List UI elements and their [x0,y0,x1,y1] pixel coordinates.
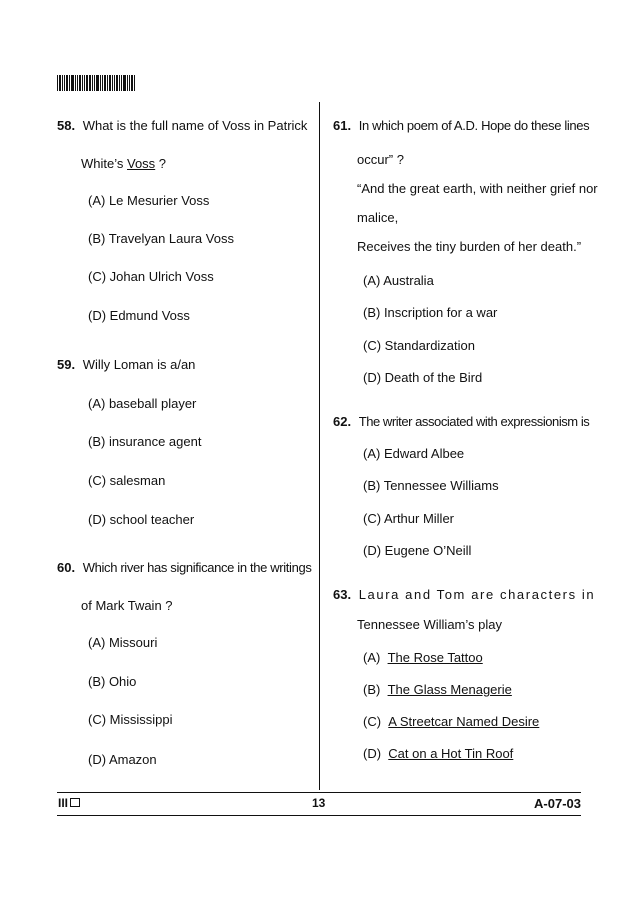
question-number: 59. [57,357,76,372]
option-a[interactable]: (A) Le Mesurier Voss [88,193,210,208]
quote-line: malice, [357,210,399,225]
text-span: White’s [81,156,127,171]
option-d[interactable]: (D) Edmund Voss [88,308,190,323]
question-text: Willy Loman is a/an [82,357,196,372]
question-61 [333,118,589,134]
question-58 [57,118,307,134]
option-b[interactable]: (B) Tennessee Williams [363,478,499,493]
option-c[interactable]: (C) Standardization [363,338,475,353]
question-62 [333,414,589,430]
option-a[interactable]: (A) baseball player [88,396,197,411]
option-c[interactable]: (C) salesman [88,473,166,488]
footer-rule [57,792,581,793]
text-span: ? [155,156,167,171]
question-number: 58. [57,118,76,133]
footer-rule [57,815,581,816]
option-label: (A) [363,650,381,665]
option-text: The Glass Menagerie [387,682,512,697]
page-number: 13 [312,796,326,810]
paper-code-roman: III [58,796,69,810]
barcode [57,75,137,91]
question-text: What is the full name of Voss in Patrick [82,118,308,133]
box-icon [70,798,80,807]
option-a[interactable]: (A) Missouri [88,635,158,650]
quote-line: Receives the tiny burden of her death.” [357,239,582,254]
option-d[interactable] [363,746,513,762]
question-63 [333,587,595,603]
option-a[interactable]: (A) Australia [363,273,434,288]
option-d[interactable]: (D) school teacher [88,512,195,527]
option-text: Cat on a Hot Tin Roof [388,746,514,761]
question-text-cont: of Mark Twain ? [81,598,173,613]
question-number: 62. [333,414,352,429]
question-text: In which poem of A.D. Hope do these lines [358,118,590,133]
option-d[interactable]: (D) Death of the Bird [363,370,483,385]
option-c[interactable]: (C) Arthur Miller [363,511,455,526]
option-text: A Streetcar Named Desire [388,714,540,729]
option-c[interactable] [363,714,539,730]
option-a[interactable] [363,650,483,666]
option-b[interactable]: (B) Ohio [88,674,137,689]
quote-line: “And the great earth, with neither grief nor [357,181,598,196]
question-text: Laura and Tom are characters in [358,587,596,602]
option-label: (D) [363,746,382,761]
option-d[interactable]: (D) Amazon [88,752,157,767]
option-b[interactable]: (B) Travelyan Laura Voss [88,231,234,246]
question-text: Which river has significance in the writings [82,560,312,575]
option-b[interactable] [363,682,512,698]
column-divider [319,102,320,790]
question-60 [57,560,312,576]
footer-left [58,796,80,810]
option-text: The Rose Tattoo [387,650,483,665]
paper-code: A-07-03 [534,796,581,811]
question-59 [57,357,195,373]
option-c[interactable]: (C) Mississippi [88,712,173,727]
question-number: 63. [333,587,352,602]
option-label: (C) [363,714,382,729]
question-number: 60. [57,560,76,575]
option-c[interactable]: (C) Johan Ulrich Voss [88,269,214,284]
option-label: (B) [363,682,381,697]
option-a[interactable]: (A) Edward Albee [363,446,465,461]
option-d[interactable]: (D) Eugene O’Neill [363,543,472,558]
title-voss: Voss [127,156,156,171]
question-text-cont [81,156,166,172]
question-text: The writer associated with expressionism is [358,414,590,429]
question-number: 61. [333,118,352,133]
option-b[interactable]: (B) Inscription for a war [363,305,498,320]
option-b[interactable]: (B) insurance agent [88,434,202,449]
question-text-cont: occur” ? [357,152,404,167]
question-text-cont: Tennessee William’s play [357,617,502,632]
